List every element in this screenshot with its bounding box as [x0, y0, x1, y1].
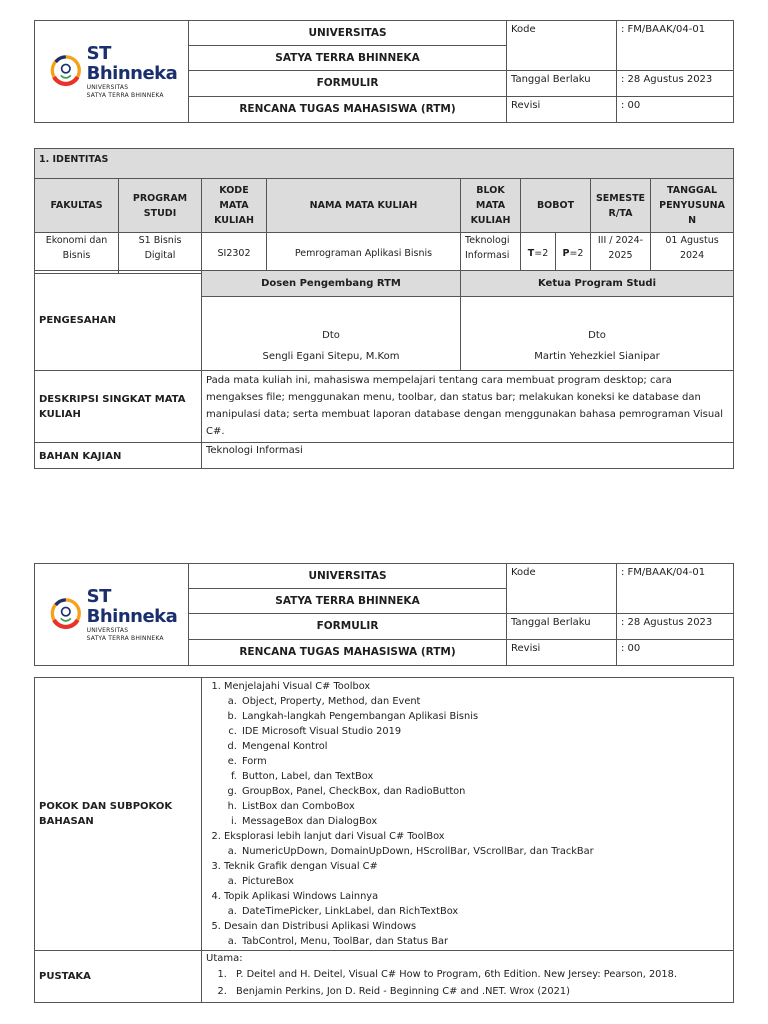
- dosen-sign: Dto: [202, 297, 461, 343]
- pokok-list: [206, 679, 729, 949]
- logo-sub-1: UNIVERSITAS: [86, 83, 129, 91]
- val-nama: Pemrograman Aplikasi Bisnis: [267, 233, 461, 274]
- pokok-subitem: h. ListBox dan ComboBox: [240, 799, 729, 814]
- revisi-value: : 00: [617, 640, 734, 666]
- pokok-item: [224, 829, 729, 859]
- form-label: FORMULIR: [189, 71, 507, 97]
- pokok-item-title: Topik Aplikasi Windows Lainnya: [224, 891, 379, 902]
- pustaka-content: [202, 951, 734, 1003]
- pokok-subitem: e. Form: [240, 754, 729, 769]
- pustaka-item: 2. Benjamin Perkins, Jon D. Reid - Beginning C# and .NET. Wrox (2021): [230, 983, 729, 1000]
- logo-mark-icon: [49, 46, 83, 98]
- university-line: UNIVERSITAS: [189, 21, 507, 46]
- kode-value: : FM/BAAK/04-01: [617, 21, 734, 71]
- pokok-subitem: a. Object, Property, Method, dan Event: [240, 694, 729, 709]
- col-blok: BLOK MATA KULIAH: [461, 179, 521, 233]
- university-name: SATYA TERRA BHINNEKA: [189, 589, 507, 614]
- tanggal-label: Tanggal Berlaku: [507, 614, 617, 640]
- tanggal-value: : 28 Agustus 2023: [617, 71, 734, 97]
- university-logo: [49, 587, 188, 643]
- form-title: RENCANA TUGAS MAHASISWA (RTM): [189, 640, 507, 666]
- kaprodi-sign: Dto: [461, 297, 734, 343]
- pokok-sublist: [224, 904, 729, 919]
- tanggal-value: : 28 Agustus 2023: [617, 614, 734, 640]
- pokok-subitem: c. IDE Microsoft Visual Studio 2019: [240, 724, 729, 739]
- pokok-subitem: b. Langkah-langkah Pengembangan Aplikasi Bisnis: [240, 709, 729, 724]
- pokok-sublist: [224, 934, 729, 949]
- pokok-sublist: [224, 694, 729, 829]
- col-tanggal: TANGGAL PENYUSUNA N: [651, 179, 734, 233]
- kaprodi-title: Ketua Program Studi: [461, 271, 734, 297]
- bobot-t-value: =2: [534, 247, 549, 259]
- identitas-table: [34, 148, 734, 274]
- pokok-item: [224, 859, 729, 889]
- pokok-subitem: f. Button, Label, dan TextBox: [240, 769, 729, 784]
- pokok-item-title: Eksplorasi lebih lanjut dari Visual C# ToolBox: [224, 831, 445, 842]
- pustaka-list: [206, 966, 729, 1000]
- col-fakultas: FAKULTAS: [35, 179, 119, 233]
- bobot-p-value: =2: [569, 247, 584, 259]
- pokok-sublist: [224, 844, 729, 859]
- logo-brand: ST Bhinneka: [86, 585, 178, 627]
- pokok-item: [224, 889, 729, 919]
- logo-mark-icon: [49, 589, 83, 641]
- pokok-item-title: Menjelajahi Visual C# Toolbox: [224, 681, 371, 692]
- pokok-pustaka-table: [34, 677, 734, 1003]
- logo-sub-2: SATYA TERRA BHINNEKA: [86, 91, 164, 99]
- pokok-sublist: [224, 874, 729, 889]
- tanggal-label: Tanggal Berlaku: [507, 71, 617, 97]
- document-header-1: [34, 20, 734, 123]
- pustaka-label: PUSTAKA: [35, 951, 202, 1003]
- pokok-subitem: a. DateTimePicker, LinkLabel, dan RichTextBox: [240, 904, 729, 919]
- val-fakultas: Ekonomi dan Bisnis: [35, 233, 119, 274]
- pokok-label: POKOK DAN SUBPOKOK BAHASAN: [35, 678, 202, 951]
- col-bobot: BOBOT: [521, 179, 591, 233]
- pengesahan-label: PENGESAHAN: [35, 271, 202, 371]
- kode-label: Kode: [507, 21, 617, 71]
- bahan-label: BAHAN KAJIAN: [35, 443, 202, 469]
- pokok-subitem: a. TabControl, Menu, ToolBar, dan Status Bar: [240, 934, 729, 949]
- revisi-value: : 00: [617, 97, 734, 123]
- bobot-p-label: P: [562, 247, 570, 259]
- pokok-item-title: Teknik Grafik dengan Visual C#: [224, 861, 378, 872]
- deskripsi-label: DESKRIPSI SINGKAT MATA KULIAH: [35, 371, 202, 443]
- col-semester: SEMESTE R/TA: [591, 179, 651, 233]
- pokok-subitem: g. GroupBox, Panel, CheckBox, dan RadioButton: [240, 784, 729, 799]
- university-logo: [49, 44, 188, 100]
- pokok-subitem: i. MessageBox dan DialogBox: [240, 814, 729, 829]
- bahan-text: Teknologi Informasi: [202, 443, 734, 469]
- section-title-identitas: 1. IDENTITAS: [35, 149, 734, 179]
- val-semester: III / 2024-2025: [591, 233, 651, 274]
- form-title: RENCANA TUGAS MAHASISWA (RTM): [189, 97, 507, 123]
- logo-sub-1: UNIVERSITAS: [86, 626, 129, 634]
- kode-label: Kode: [507, 564, 617, 614]
- dosen-title: Dosen Pengembang RTM: [202, 271, 461, 297]
- revisi-label: Revisi: [507, 97, 617, 123]
- document-header-2: [34, 563, 734, 666]
- pokok-item: [224, 679, 729, 829]
- bobot-t-label: T: [527, 247, 535, 259]
- university-line: UNIVERSITAS: [189, 564, 507, 589]
- pokok-item-title: Desain dan Distribusi Aplikasi Windows: [224, 921, 417, 932]
- val-blok: Teknologi Informasi: [461, 233, 521, 274]
- val-kode: SI2302: [202, 233, 267, 274]
- dosen-name: Sengli Egani Sitepu, M.Kom: [202, 343, 461, 371]
- col-kode: KODE MATA KULIAH: [202, 179, 267, 233]
- pokok-subitem: a. PictureBox: [240, 874, 729, 889]
- pokok-item: [224, 919, 729, 949]
- kaprodi-name: Martin Yehezkiel Sianipar: [461, 343, 734, 371]
- pengesahan-table: [34, 270, 734, 469]
- val-tanggal: 01 Agustus 2024: [651, 233, 734, 274]
- deskripsi-text: Pada mata kuliah ini, mahasiswa mempelajari tentang cara membuat program desktop; cara mengakses file; menggunakan menu, toolbar, dan status bar; melakukan koneksi ke database dan manipulasi data; serta membuat laporan database dengan menggunakan bahasa pemrograman Visual C#.: [202, 371, 734, 443]
- logo-brand: ST Bhinneka: [86, 42, 178, 84]
- pokok-content: [202, 678, 734, 951]
- form-label: FORMULIR: [189, 614, 507, 640]
- revisi-label: Revisi: [507, 640, 617, 666]
- col-prodi: PROGRAM STUDI: [119, 179, 202, 233]
- pokok-subitem: a. NumericUpDown, DomainUpDown, HScrollBar, VScrollBar, dan TrackBar: [240, 844, 729, 859]
- pustaka-item: 1. P. Deitel and H. Deitel, Visual C# How to Program, 6th Edition. New Jersey: Pearson, 2018.: [230, 966, 729, 983]
- pustaka-heading: Utama:: [206, 953, 243, 964]
- logo-cell: [35, 564, 189, 666]
- pokok-subitem: d. Mengenal Kontrol: [240, 739, 729, 754]
- val-bobot: [521, 233, 591, 274]
- col-nama: NAMA MATA KULIAH: [267, 179, 461, 233]
- logo-cell: [35, 21, 189, 123]
- kode-value: : FM/BAAK/04-01: [617, 564, 734, 614]
- logo-sub-2: SATYA TERRA BHINNEKA: [86, 634, 164, 642]
- university-name: SATYA TERRA BHINNEKA: [189, 46, 507, 71]
- val-prodi: S1 Bisnis Digital: [119, 233, 202, 274]
